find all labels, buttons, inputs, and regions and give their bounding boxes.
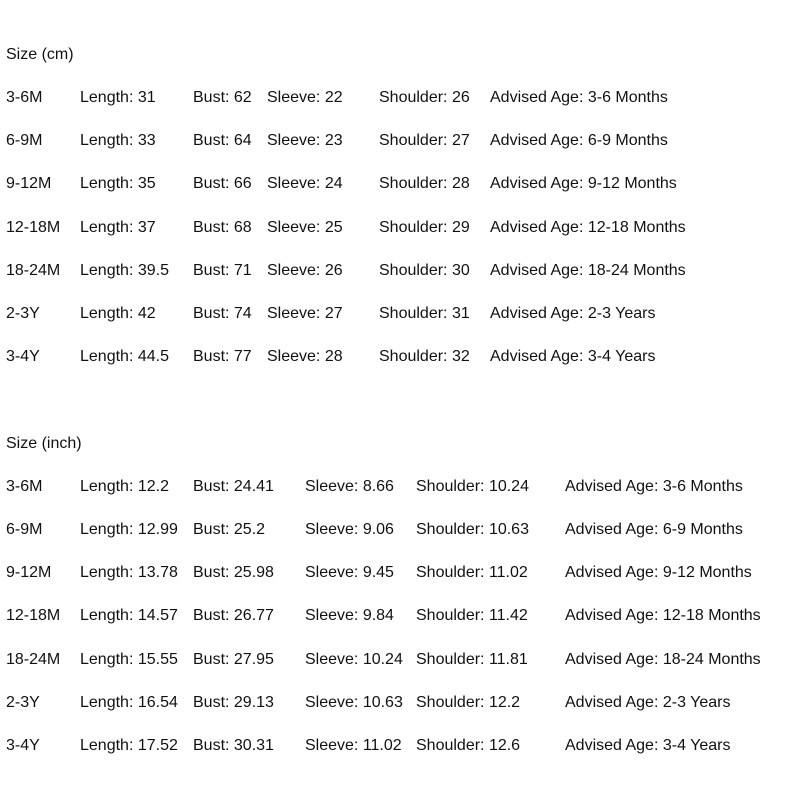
inch-table-row xyxy=(0,477,800,497)
sleeve-value: Sleeve: 9.84 xyxy=(305,607,394,624)
sleeve-value: Sleeve: 27 xyxy=(267,305,343,322)
shoulder-value: Shoulder: 29 xyxy=(379,219,470,236)
size-label: 2-3Y xyxy=(6,694,40,711)
sleeve-value: Sleeve: 23 xyxy=(267,132,343,149)
bust-value: Bust: 64 xyxy=(193,132,252,149)
inch-table-row xyxy=(0,520,800,540)
bust-value: Bust: 77 xyxy=(193,348,252,365)
advised-age-value: Advised Age: 3-6 Months xyxy=(490,89,668,106)
sleeve-value: Sleeve: 9.06 xyxy=(305,521,394,538)
length-value: Length: 44.5 xyxy=(80,348,169,365)
sleeve-value: Sleeve: 24 xyxy=(267,175,343,192)
sleeve-value: Sleeve: 8.66 xyxy=(305,478,394,495)
inch-table-row xyxy=(0,693,800,713)
inch-table-title: Size (inch) xyxy=(6,435,82,452)
bust-value: Bust: 29.13 xyxy=(193,694,274,711)
sleeve-value: Sleeve: 26 xyxy=(267,262,343,279)
length-value: Length: 33 xyxy=(80,132,156,149)
cm-table-row xyxy=(0,218,800,238)
cm-table-row xyxy=(0,88,800,108)
cm-table-row xyxy=(0,347,800,367)
shoulder-value: Shoulder: 12.6 xyxy=(416,737,521,754)
shoulder-value: Shoulder: 10.24 xyxy=(416,478,529,495)
shoulder-value: Shoulder: 31 xyxy=(379,305,470,322)
size-label: 6-9M xyxy=(6,521,43,538)
inch-table-row xyxy=(0,650,800,670)
sleeve-value: Sleeve: 22 xyxy=(267,89,343,106)
sleeve-value: Sleeve: 25 xyxy=(267,219,343,236)
bust-value: Bust: 25.98 xyxy=(193,564,274,581)
bust-value: Bust: 30.31 xyxy=(193,737,274,754)
advised-age-value: Advised Age: 9-12 Months xyxy=(565,564,752,581)
length-value: Length: 12.99 xyxy=(80,521,178,538)
shoulder-value: Shoulder: 11.02 xyxy=(416,564,528,581)
advised-age-value: Advised Age: 12-18 Months xyxy=(565,607,761,624)
length-value: Length: 39.5 xyxy=(80,262,169,279)
advised-age-value: Advised Age: 2-3 Years xyxy=(565,694,731,711)
inch-table-row xyxy=(0,563,800,583)
cm-table-row xyxy=(0,131,800,151)
length-value: Length: 42 xyxy=(80,305,156,322)
advised-age-value: Advised Age: 18-24 Months xyxy=(490,262,686,279)
shoulder-value: Shoulder: 26 xyxy=(379,89,470,106)
sleeve-value: Sleeve: 28 xyxy=(267,348,343,365)
bust-value: Bust: 27.95 xyxy=(193,651,274,668)
advised-age-value: Advised Age: 6-9 Months xyxy=(490,132,668,149)
size-label: 12-18M xyxy=(6,219,61,236)
bust-value: Bust: 71 xyxy=(193,262,252,279)
inch-table-row xyxy=(0,736,800,756)
sleeve-value: Sleeve: 10.63 xyxy=(305,694,403,711)
cm-table-row xyxy=(0,304,800,324)
shoulder-value: Shoulder: 30 xyxy=(379,262,470,279)
advised-age-value: Advised Age: 2-3 Years xyxy=(490,305,656,322)
size-label: 3-4Y xyxy=(6,737,40,754)
bust-value: Bust: 66 xyxy=(193,175,252,192)
length-value: Length: 14.57 xyxy=(80,607,178,624)
length-value: Length: 16.54 xyxy=(80,694,178,711)
cm-table-row xyxy=(0,261,800,281)
shoulder-value: Shoulder: 12.2 xyxy=(416,694,521,711)
size-label: 6-9M xyxy=(6,132,43,149)
length-value: Length: 37 xyxy=(80,219,156,236)
shoulder-value: Shoulder: 11.42 xyxy=(416,607,528,624)
length-value: Length: 31 xyxy=(80,89,156,106)
bust-value: Bust: 24.41 xyxy=(193,478,274,495)
shoulder-value: Shoulder: 28 xyxy=(379,175,470,192)
sleeve-value: Sleeve: 11.02 xyxy=(305,737,402,754)
cm-table-row xyxy=(0,174,800,194)
sleeve-value: Sleeve: 9.45 xyxy=(305,564,394,581)
size-label: 18-24M xyxy=(6,651,61,668)
bust-value: Bust: 62 xyxy=(193,89,252,106)
shoulder-value: Shoulder: 27 xyxy=(379,132,470,149)
shoulder-value: Shoulder: 11.81 xyxy=(416,651,528,668)
size-label: 9-12M xyxy=(6,175,52,192)
size-label: 3-4Y xyxy=(6,348,40,365)
length-value: Length: 17.52 xyxy=(80,737,178,754)
sleeve-value: Sleeve: 10.24 xyxy=(305,651,403,668)
advised-age-value: Advised Age: 12-18 Months xyxy=(490,219,686,236)
advised-age-value: Advised Age: 9-12 Months xyxy=(490,175,677,192)
advised-age-value: Advised Age: 3-4 Years xyxy=(490,348,656,365)
inch-table-row xyxy=(0,606,800,626)
advised-age-value: Advised Age: 3-6 Months xyxy=(565,478,743,495)
shoulder-value: Shoulder: 32 xyxy=(379,348,470,365)
size-label: 12-18M xyxy=(6,607,61,624)
size-label: 3-6M xyxy=(6,478,43,495)
length-value: Length: 13.78 xyxy=(80,564,178,581)
shoulder-value: Shoulder: 10.63 xyxy=(416,521,529,538)
advised-age-value: Advised Age: 18-24 Months xyxy=(565,651,761,668)
size-label: 3-6M xyxy=(6,89,43,106)
bust-value: Bust: 74 xyxy=(193,305,252,322)
size-label: 2-3Y xyxy=(6,305,40,322)
cm-table-title: Size (cm) xyxy=(6,46,74,63)
length-value: Length: 35 xyxy=(80,175,156,192)
length-value: Length: 15.55 xyxy=(80,651,178,668)
bust-value: Bust: 26.77 xyxy=(193,607,274,624)
bust-value: Bust: 25.2 xyxy=(193,521,266,538)
size-label: 9-12M xyxy=(6,564,52,581)
advised-age-value: Advised Age: 6-9 Months xyxy=(565,521,743,538)
length-value: Length: 12.2 xyxy=(80,478,169,495)
size-label: 18-24M xyxy=(6,262,61,279)
advised-age-value: Advised Age: 3-4 Years xyxy=(565,737,731,754)
bust-value: Bust: 68 xyxy=(193,219,252,236)
